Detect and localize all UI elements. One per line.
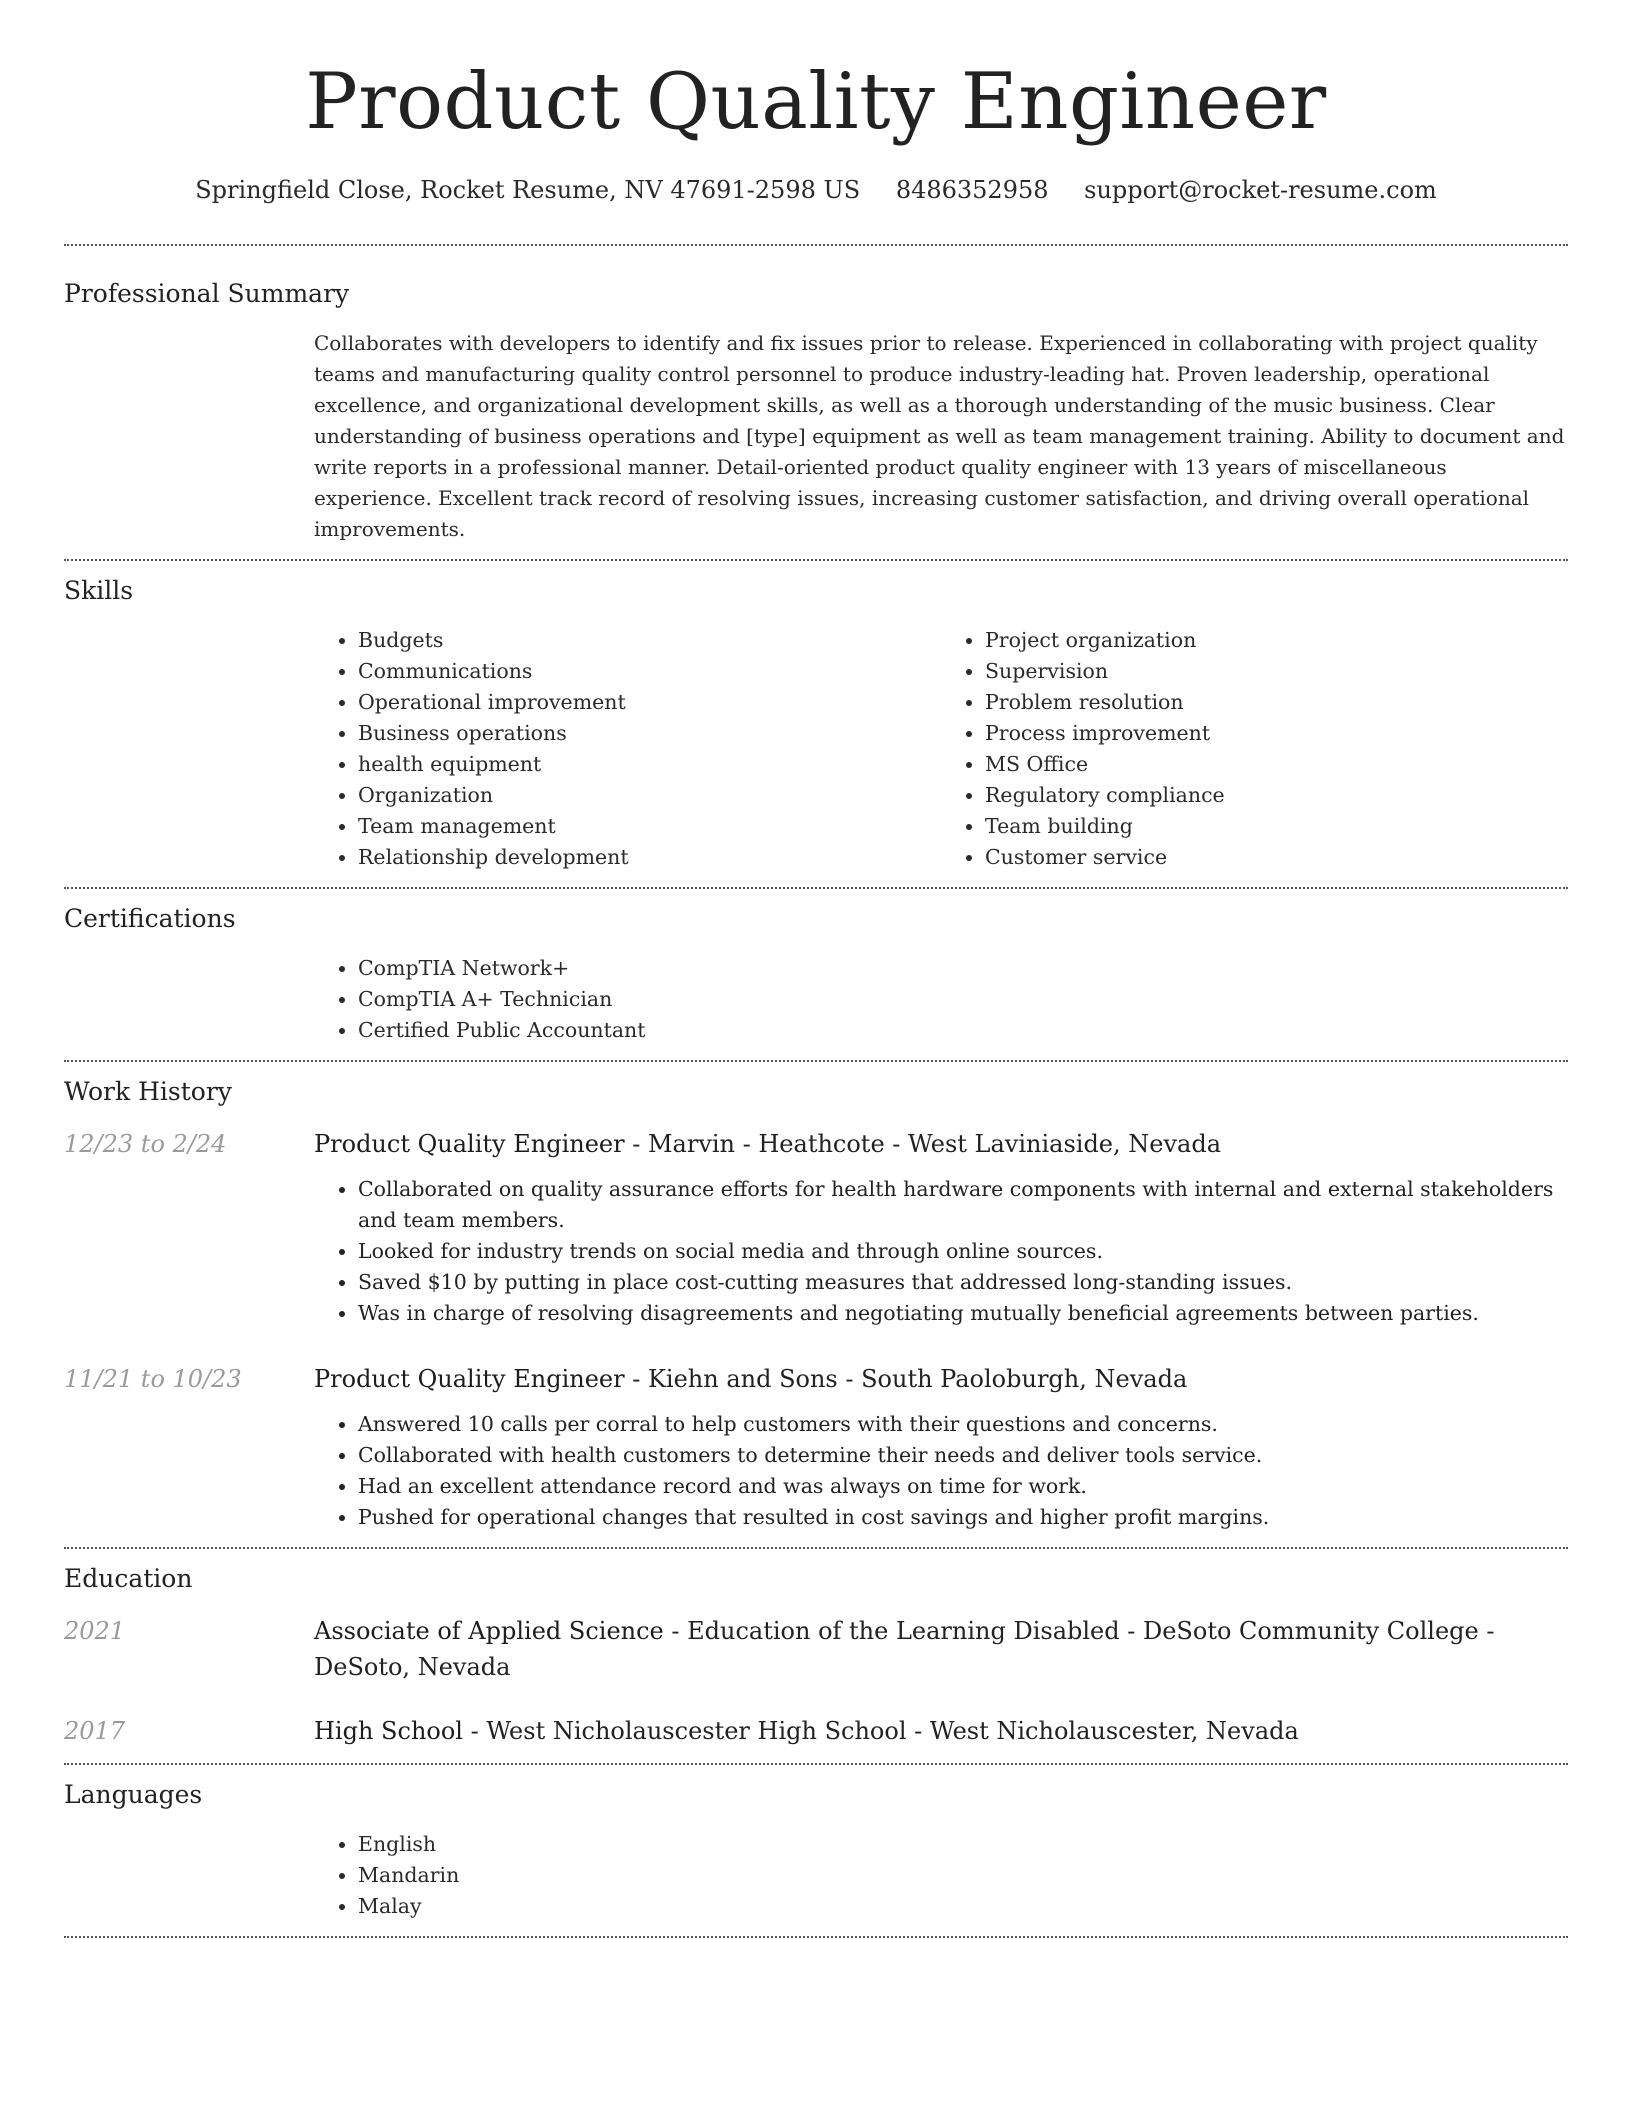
- job-bullets: [314, 1409, 1568, 1533]
- skills-list-right: [941, 625, 1568, 873]
- section-title-languages: Languages: [64, 1780, 203, 1809]
- language-item: • Malay: [358, 1891, 1568, 1922]
- skill-item: • Regulatory compliance: [985, 780, 1568, 811]
- section-divider: [64, 1936, 1568, 1938]
- summary-text: Collaborates with developers to identify and fix issues prior to release. Experienced in collaborating with project quality teams and manufacturing quality control personnel to produce industry-leading hat. Proven leadership, operational excellence, and organizational development skills, as well as a thorough understanding of the music business. Clear understanding of business operations and [type] equipment as well as team management training. Ability to document and write reports in a professional manner. Detail-oriented product quality engineer with 13 years of miscellaneous experience. Excellent track record of resolving issues, increasing customer satisfaction, and driving overall operational improvements.: [314, 331, 1565, 541]
- certifications-content: [314, 953, 1568, 1046]
- education-heading: [314, 1713, 1568, 1749]
- job-bullet: • Saved $10 by putting in place cost-cutting measures that addressed long-standing issues.: [358, 1267, 1568, 1298]
- certification-item: • Certified Public Accountant: [358, 1015, 1568, 1046]
- education-section: [64, 1549, 1568, 1763]
- contact-phone: 8486352958: [895, 176, 1049, 204]
- education-details: - West Nicholauscester High School - West Nicholauscester, Nevada: [462, 1717, 1299, 1745]
- languages-list: [314, 1829, 1568, 1922]
- job-role: Product Quality Engineer: [314, 1130, 625, 1158]
- education-date: 2021: [64, 1617, 126, 1645]
- skills-section: [64, 561, 1568, 887]
- language-item: • English: [358, 1829, 1568, 1860]
- summary-section: [64, 246, 1568, 559]
- job-details: - Kiehn and Sons - South Paoloburgh, Nevada: [624, 1365, 1188, 1393]
- skill-item: • Team building: [985, 811, 1568, 842]
- languages-section: [64, 1765, 1568, 1936]
- job-entry: [64, 1361, 1568, 1533]
- candidate-title: Product Quality Engineer: [305, 57, 1327, 147]
- job-bullet: • Collaborated with health customers to determine their needs and deliver tools service.: [358, 1440, 1568, 1471]
- job-body: [314, 1361, 1568, 1533]
- section-title-education: Education: [64, 1564, 193, 1593]
- job-bullet: • Looked for industry trends on social media and through online sources.: [358, 1236, 1568, 1267]
- job-details: - Marvin - Heathcote - West Laviniaside, Nevada: [624, 1130, 1222, 1158]
- section-title-certifications: Certifications: [64, 904, 236, 933]
- certification-item: • CompTIA Network+: [358, 953, 1568, 984]
- skills-grid: [314, 625, 1568, 873]
- skill-item: • MS Office: [985, 749, 1568, 780]
- skill-item: • Process improvement: [985, 718, 1568, 749]
- language-item: • Mandarin: [358, 1860, 1568, 1891]
- job-entry: [64, 1126, 1568, 1329]
- section-title-work: Work History: [64, 1077, 232, 1106]
- work-history-section: [64, 1062, 1568, 1547]
- contact-email: support@rocket-resume.com: [1084, 176, 1437, 204]
- skill-item: • Team management: [358, 811, 941, 842]
- job-date: 11/21 to 10/23: [64, 1365, 242, 1393]
- job-bullet: • Had an excellent attendance record and was always on time for work.: [358, 1471, 1568, 1502]
- education-body: [314, 1713, 1568, 1749]
- resume-header: [64, 0, 1568, 206]
- education-heading: [314, 1613, 1568, 1685]
- skill-item: • Problem resolution: [985, 687, 1568, 718]
- job-bullet: • Pushed for operational changes that resulted in cost savings and higher profit margins.: [358, 1502, 1568, 1533]
- section-title-summary: Professional Summary: [64, 279, 350, 308]
- skill-item: • Operational improvement: [358, 687, 941, 718]
- education-degree: Associate of Applied Science: [314, 1617, 664, 1645]
- job-bullet: • Collaborated on quality assurance efforts for health hardware components with internal and external stakeholders and team members.: [358, 1174, 1568, 1236]
- skill-item: • Budgets: [358, 625, 941, 656]
- job-bullet: • Was in charge of resolving disagreements and negotiating mutually beneficial agreements between parties.: [358, 1298, 1568, 1329]
- education-body: [314, 1613, 1568, 1685]
- education-entry: [64, 1613, 1568, 1685]
- skill-item: • Organization: [358, 780, 941, 811]
- skill-item: • Relationship development: [358, 842, 941, 873]
- job-role: Product Quality Engineer: [314, 1365, 625, 1393]
- section-title-skills: Skills: [64, 576, 134, 605]
- skill-item: • Supervision: [985, 656, 1568, 687]
- certification-item: • CompTIA A+ Technician: [358, 984, 1568, 1015]
- certifications-section: [64, 889, 1568, 1060]
- job-bullet: • Answered 10 calls per corral to help customers with their questions and concerns.: [358, 1409, 1568, 1440]
- summary-content: [314, 328, 1568, 545]
- skill-item: • Project organization: [985, 625, 1568, 656]
- job-body: [314, 1126, 1568, 1329]
- job-bullets: [314, 1174, 1568, 1329]
- job-heading: [314, 1126, 1568, 1162]
- skills-list-left: [314, 625, 941, 873]
- certifications-list: [314, 953, 1568, 1046]
- job-date: 12/23 to 2/24: [64, 1130, 227, 1158]
- contact-line: [64, 174, 1568, 206]
- education-degree: High School: [314, 1717, 463, 1745]
- skill-item: • Communications: [358, 656, 941, 687]
- skill-item: • health equipment: [358, 749, 941, 780]
- education-details: - Education of the Learning Disabled - DeSoto Community College - DeSoto, Nevada: [314, 1617, 1495, 1681]
- education-date: 2017: [64, 1717, 126, 1745]
- languages-content: [314, 1829, 1568, 1922]
- job-heading: [314, 1361, 1568, 1397]
- contact-address: Springfield Close, Rocket Resume, NV 47691-2598 US: [195, 176, 861, 204]
- skill-item: • Customer service: [985, 842, 1568, 873]
- education-entry: [64, 1713, 1568, 1749]
- skill-item: • Business operations: [358, 718, 941, 749]
